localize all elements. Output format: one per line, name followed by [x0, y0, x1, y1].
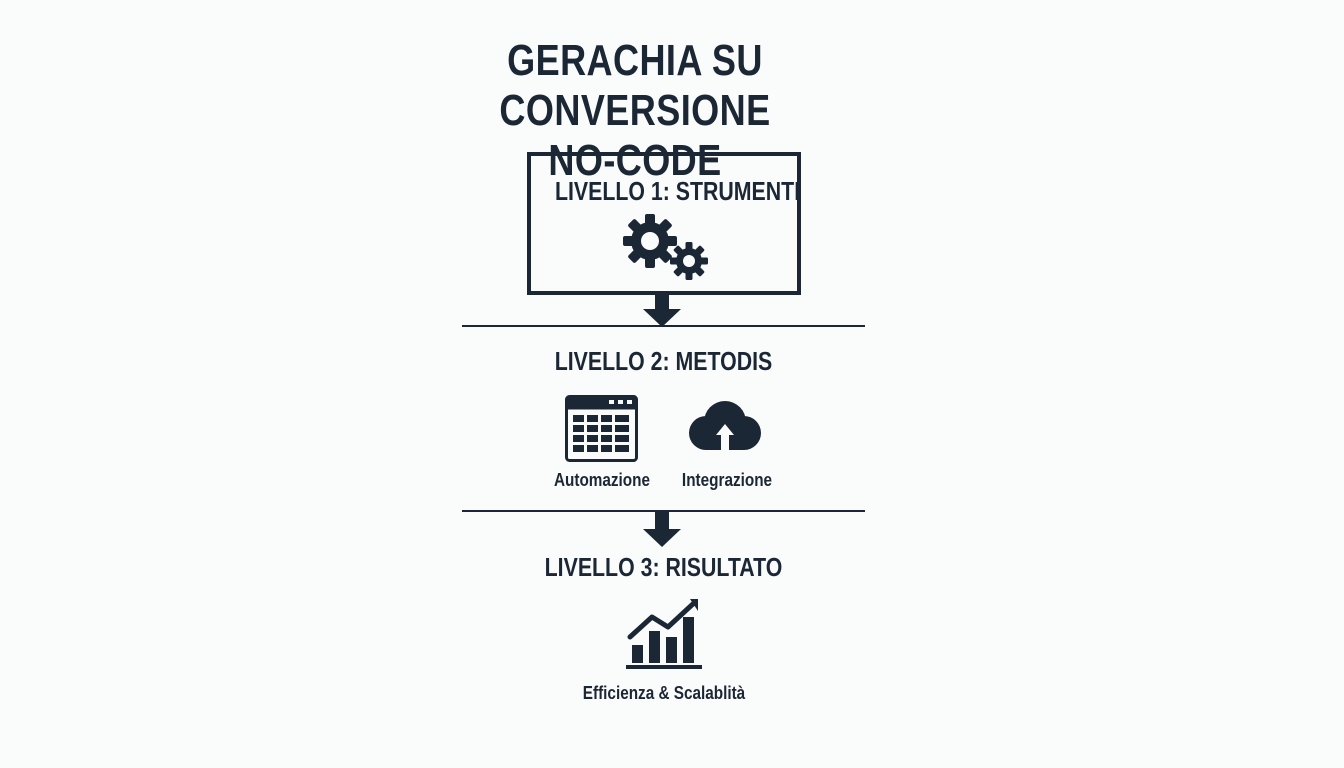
level1-box [527, 152, 801, 295]
gears-icon [617, 211, 713, 283]
result-caption: Efficienza & Scalablità [582, 683, 746, 703]
spreadsheet-icon [565, 395, 638, 462]
divider-1 [462, 325, 865, 327]
integrazione-label: Integrazione [681, 470, 773, 490]
arrow-level1-to-level2 [642, 291, 682, 328]
title-line-1: GERACHIA SU CONVERSIONE [499, 36, 771, 135]
level2-title: LIVELLO 2: METODIS [554, 346, 773, 376]
title-line-2: NO-CODE [548, 136, 722, 185]
level1-title: LIVELLO 1: STRUMENTI [554, 176, 801, 206]
level3-title: LIVELLO 3: RISULTATO [544, 552, 783, 582]
automazione-label: Automazione [553, 470, 651, 490]
cloud-upload-icon [686, 400, 764, 452]
arrow-level2-to-level3 [642, 510, 682, 548]
growth-chart-icon [626, 597, 704, 671]
